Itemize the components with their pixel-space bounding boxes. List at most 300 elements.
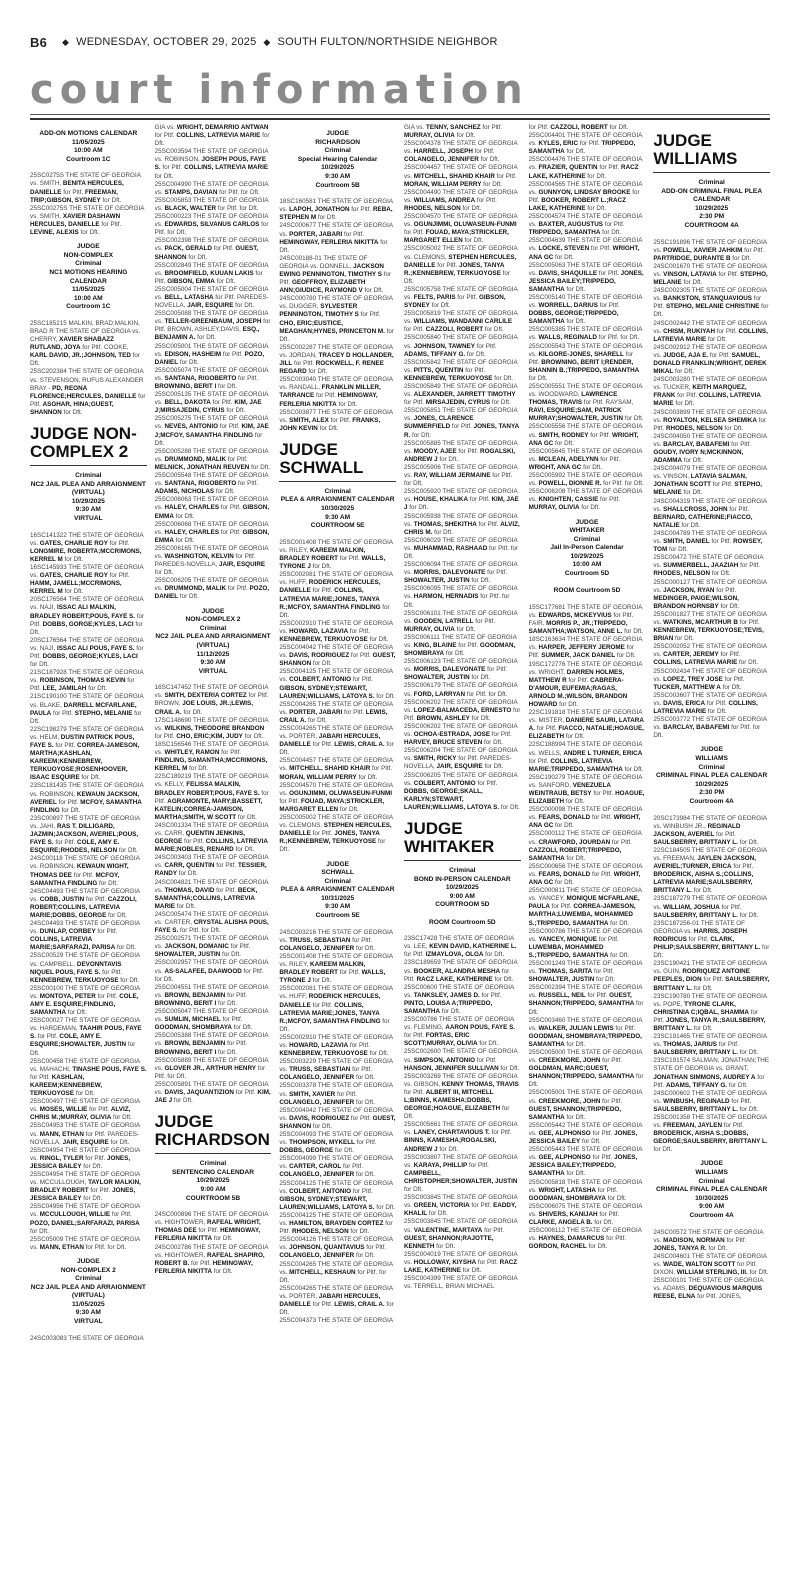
attorney-name: RACZ LAKE, KATHERINE <box>416 975 493 983</box>
attorney-name: GOODMAN, SHOMBRAYA <box>403 642 516 658</box>
attorney-name: GIBSON, EMMA <box>154 504 270 520</box>
attorney-name: KIM, JAE J <box>154 1088 271 1105</box>
attorney-name: HARRIS, JOSEPH RODRICUS <box>653 927 748 943</box>
attorney-name: BAXTER, AUGUSTUS <box>538 221 603 229</box>
attorney-name: STEPHO, MELANIE <box>74 709 133 717</box>
attorney-name: SUMMERBELL, JAAZIAH <box>663 562 739 570</box>
attorney-name: REBA, STEPHEN M <box>279 206 393 222</box>
case-entry: 25SC006075 THE STATE OF GEORGIA vs. SHIVERS, KANIJAH for Pltf. CLARKE, ANGELA B. for Dft. <box>528 1202 643 1226</box>
attorney-name: ASGHAR, HINA;GUEST, SHANNON <box>30 400 114 416</box>
attorney-name: HEMINGWAY, FERLERIA NIKITTA <box>279 392 378 408</box>
attorney-name: MUHAMMAD, RASHAAD <box>413 544 488 552</box>
attorney-name: KYLES, ERIC <box>538 140 578 148</box>
attorney-name: FRANKLIN MILLER, TARRANCE <box>279 384 381 400</box>
attorney-name: BENITA HERCULES, DANIELLE <box>30 180 124 196</box>
attorney-name: COLANGELO, JENNIFER <box>403 156 479 164</box>
case-entry: 25SC005758 THE STATE OF GEORGIA vs. FELTS, PARIS for Pltf. GIBSON, SYDNEY for Dft. <box>403 285 518 310</box>
case-list <box>653 815 770 1155</box>
case-entry: 25SC006202 THE STATE OF GEORGIA vs. OCHOA-ESTRADA, JOSE for Pltf. HARVEY, BRUCE STEVEN for Dft. <box>403 722 518 747</box>
attorney-name: BERNARD, CATHERINE;FIACCO, NATALIE <box>653 513 753 529</box>
attorney-name: JONATHAN SIMMONS, AUDREY A <box>653 1073 756 1081</box>
attorney-name: HAMILTON, BRAYDEN CORTEZ <box>289 1220 384 1228</box>
attorney-name: CHO, ERIC;KIM, JUDY <box>176 732 243 740</box>
calendar-heading: ADD-ON MOTIONS CALENDAR 11/05/2025 10:00 AM Courtroom 1C <box>39 130 138 163</box>
case-entry: 25SC00786 THE STATE OF GEORGIA vs. FLEMING, AARON POUS, FAYE S. for Pltf. FORTAS, ERIC SCOTT;MURRAY, OLIVIA for Dft. <box>403 1016 516 1048</box>
attorney-name: RINGL, TYLER <box>39 1154 84 1162</box>
case-list <box>30 1335 147 1343</box>
attorney-name: DARRELL MCFARLANE, PAULA <box>30 701 137 717</box>
attorney-name: MONTOYA, PETER <box>39 992 96 1000</box>
case-entry: 25SC04956 THE STATE OF GEORGIA vs. MCCULLOUGH, WILLIE for Pltf. POZO, DANIEL;SARFARAZI, PARISA for Dft. <box>30 1203 140 1235</box>
calendar-heading: JUDGE SCHWALL Criminal PLEA & ARRAIGNMENT CALENDAR 10/31/2025 9:30 AM Courtroom 5E <box>280 860 395 920</box>
column-6 <box>653 124 770 1576</box>
case-entry: 25SC004570 THE STATE OF GEORGIA vs. OGUNJIMMI, OLUWASEUN-FUNMI for Pltf. FOUAD, MAYA;STRICKLER, MARGARET ELLEN for Dft. <box>279 781 393 813</box>
case-entry: 25SC006101 THE STATE OF GEORGIA vs. GOODEN, LATRELL for Pltf. MURRAY, OLIVIA for Dft. <box>403 609 518 633</box>
case-list <box>155 124 272 602</box>
attorney-name: CREEKMORE, JOHN <box>538 1057 601 1065</box>
attorney-name: GIBSON, SYDNEY <box>403 293 506 310</box>
attorney-name: CHO, ERIC;EUSTICE, MEAGHAN;HYNES, PRINCETON M. <box>279 319 385 335</box>
attorney-name: SHOWALTER, JUSTIN <box>403 674 470 682</box>
attorney-name: MCFOY, SAMANTHA FINDLING <box>30 871 120 887</box>
case-entry: 25SC002398 THE STATE OF GEORGIA vs. PACK, GERALD for Pltf. GUEST, SHANNON for Dft. <box>154 237 269 261</box>
attorney-name: LOPEZ-BALMACEDA, ERNESTO <box>413 706 512 714</box>
case-entry: 25SC00529 THE STATE OF GEORGIA vs. CAMPBELL, DEVONNTAVIS NIQUEL POUS, FAYE S. for Pltf. KENNEBREW, TERKUOYOSE for Dft. <box>30 952 140 984</box>
attorney-name: BELL, DAKOTA <box>164 399 211 407</box>
calendar-heading: Criminal BOND IN-PERSON CALENDAR 10/29/2025 9:00 AM COURTROOM 5D ROOM Courtroom 5D <box>413 866 511 926</box>
case-entry: 25SC00027 THE STATE OF GEORGIA vs. HARDEMAN, TAAHIR POUS, FAYE S. for Pltf. COLE, AMY E. ESQUIRE;SHOWALTER, JUSTIN for Dft. <box>30 1017 142 1057</box>
case-entry: 25SC004125 THE STATE OF GEORGIA vs. COLBERT, ANTONIO for Pltf. GIBSON, SYDNEY;STEWART, LAUREN;WILLIAMS, LATOYA S. for Dft. <box>279 668 396 700</box>
attorney-name: DOBBS, GORGE;KYLES, LACI <box>42 620 134 628</box>
attorney-name: LOCKE, STEVEN <box>538 245 590 253</box>
case-entry: 25SC006179 THE STATE OF GEORGIA vs. FORD, LARRYAN for Pltf. for Dft. <box>403 682 518 698</box>
attorney-name: MORRIS P., JR.;TRIPPEDO, SAMANTHA;WATSON, ANNE L. <box>528 620 628 636</box>
attorney-name: BANKSTON, STANQUAVIOUS <box>663 295 752 303</box>
judge-heading: JUDGE RICHARDSON <box>155 1113 272 1154</box>
attorney-name: COLLINS, LATREVIA MARIE;SARFARAZI, PARISA <box>30 936 116 952</box>
case-entry: 25SC001249 THE STATE OF GEORGIA vs. THOMAS, SARITA for Pltf. SHOWALTER, JUSTIN for Dft. <box>528 959 643 984</box>
case-entry: 15SC177681 THE STATE OF GEORGIA vs. EDWARDS, MCKEYVIUS for Pltf. FAIR, MORRIS P., JR.;TRIPPEDO, SAMANTHA;WATSON, ANNE L. for Dft. <box>528 603 644 636</box>
masthead-rule <box>30 114 770 115</box>
case-entry: 25SC005288 THE STATE OF GEORGIA vs. DRUMMOND, MALIK for Pltf. MELNICK, JONATHAN REUVEN for Dft. <box>154 447 271 471</box>
attorney-name: JABARI HERCULES, DANIELLE <box>279 1292 381 1308</box>
case-list <box>30 320 147 417</box>
case-entry: 20SC176564 THE STATE OF GEORGIA vs. NAJI, ISSAC ALI MALKIN, BRADLEY ROBERT;POUS, FAYE S. for Pltf. DOBBS, GORGE;KYLES, LACI for Dft. <box>30 596 145 636</box>
case-entry: 25SC005906 THE STATE OF GEORGIA vs. RAY, WILLIAM JERMAINE for Pltf. for Dft. <box>403 463 518 488</box>
case-entry: 25SC00497 THE STATE OF GEORGIA vs. MOSES, WILLIE for Pltf. ALVIZ, CHRIS M.;MURRAY, OLIVIA for Dft. <box>30 1098 140 1122</box>
attorney-name: TRUSS, SEBASTIAN <box>289 936 351 944</box>
case-entry: 23SC187256-01 THE STATE OF GEORGIA vs. HARRIS, JOSEPH RODRICUS for Pltf. CLARK, PHILIP;SAULSBERRY, BRITTANY L. for Dft. <box>653 919 770 960</box>
attorney-name: STAMPS, DAVIAN <box>164 188 218 196</box>
attorney-name: TRIPPEDO, SAMANTHA <box>528 229 601 237</box>
case-entry: 25SC002849 THE STATE OF GEORGIA vs. BROOMFIELD, KUUAN LAKIS for Pltf. GIBSON, EMMA for Dft. <box>154 261 269 285</box>
attorney-name: TAAHIR POUS, FAYE S. <box>30 1025 142 1041</box>
attorney-name: EDWARDS, MCKEYVIUS <box>538 611 612 619</box>
attorney-name: MITCHELL, SHAHID KHAIR <box>289 765 371 773</box>
attorney-name: WHITLEY, RAMON <box>164 749 220 757</box>
attorney-name: JOHNSON, QUANTAVIUS <box>289 1244 365 1252</box>
attorney-name: HOWARD, LAZAVIA <box>289 1041 349 1049</box>
attorney-name: KIM, JAE J;MCFOY, SAMANTHA FINDLING <box>154 423 269 439</box>
calendar-heading: JUDGE WILLIAMS Criminal CRIMINAL FINAL PLEA CALENDAR 10/30/2025 9:00 AM Courtroom 4A <box>656 1160 768 1220</box>
attorney-name: GOUDY, IVORY N;MCKINNON, ADAMMA <box>653 449 744 465</box>
case-entry: 25SC005645 THE STATE OF GEORGIA vs. MCLEAN, ADELYNN for Pltf. WRIGHT, ANA GC for Dft. <box>528 447 643 471</box>
attorney-name: BROOMFIELD, KUUAN LAKIS <box>164 269 254 277</box>
attorney-name: IZMAYLOVA, OLGA <box>425 951 484 959</box>
case-entry: 24SC000602 THE STATE OF GEORGIA vs. WINBUSH, REGINALD for Pltf. SAULSBERRY, BRITTANY L. for Dft. <box>653 1089 767 1113</box>
attorney-name: DOBBS, GEORGE <box>279 1147 334 1155</box>
judge-heading: JUDGE SCHWALL <box>279 441 396 482</box>
attorney-name: RAFEAL SHAPIRO, ROBERT B. <box>154 1251 265 1267</box>
attorney-name: DAVIS, RODRIGUEZ <box>289 652 350 660</box>
diamond-icon: ◆ <box>62 36 70 47</box>
attorney-name: COLLINS, LATREVIA MARIE <box>653 699 758 715</box>
attorney-name: COLANGELO, JENNIFER <box>279 1252 355 1260</box>
attorney-name: COLBERT, ANTONIO <box>413 779 476 787</box>
case-entry: 25SC004457 THE STATE OF GEORGIA vs. MITCHELL, SHAHID KHAIR for Pltf. MORAN, WILLIAM PERRY for Dft. <box>279 757 393 781</box>
attorney-name: DEVONNTAVIS NIQUEL POUS, FAYE S. <box>30 960 122 976</box>
case-entry: 25SC05009 THE STATE OF GEORGIA vs. MANN, ETHAN for Pltf. for Dft. <box>30 1235 140 1251</box>
attorney-name: TENNY, SANCHEZ <box>426 124 481 131</box>
case-entry: 25SC004099 THE STATE OF GEORGIA vs. CARTER, CAROL for Pltf. COLANGELO, JENNIFER for Dft. <box>279 1155 393 1179</box>
attorney-name: PORTER, JABARI <box>289 230 343 238</box>
attorney-name: KAREEM MALKIN, BRADLEY ROBERT <box>279 961 366 977</box>
attorney-name: SHOWALTER, JUSTIN <box>528 976 595 984</box>
attorney-name: JOSEPH POUS, FAYE S. <box>154 156 267 172</box>
case-entry: 25SC000112 THE STATE OF GEORGIA vs. CRAWFORD, JOURDAN for Pltf. CAZZOLI, ROBERT;TRIPPEDO, SAMANTHA for Dft. <box>528 830 642 862</box>
case-entry: 24SC000677 THE STATE OF GEORGIA vs. PORTER, JABARI for Pltf. HEMINGWAY, FERLERIA NIKITTA for Dft. <box>279 222 393 254</box>
case-entry: 24SC003280 THE STATE OF GEORGIA vs. TUCKER, KEITH MARQUEZ, FRANK for Pltf. COLLINS, LATREVIA MARIE for Dft. <box>653 376 767 408</box>
calendar-heading: Criminal NC2 JAIL PLEA AND ARRAIGNMENT (VIRTUAL) 10/29/2025 9:30 AM VIRTUAL <box>30 472 146 522</box>
attorney-name: MONIQUE MCFARLANE, PAULA <box>528 895 640 911</box>
case-entry: 24SC00188-01 THE STATE OF GEORGIA vs. DONNELL, JACKSON EWING PENNINGTON, TIMOTHY S for Pltf. GEOFFROY, ELIZABETH ANN;GIUDICE, RAYMOND V for Dft. <box>279 254 392 295</box>
case-entry: 25SC003378 THE STATE OF GEORGIA vs. SMITH, XAVIER for Pltf. COLANGELO, JENNIFER for Dft. <box>279 1082 393 1106</box>
attorney-name: CAZZOLI, ROBERT <box>550 124 608 131</box>
attorney-name: DAVIS, JAQUANTIZION <box>164 1088 234 1096</box>
case-entry: 25SC006208 THE STATE OF GEORGIA vs. KNIGHTEN, CASSIE for Pltf. MURRAY, OLIVIA for Dft. <box>528 488 643 512</box>
attorney-name: DRUMMOND, MALIK <box>164 585 227 593</box>
attorney-name: ADAMS, TIFFANY G. <box>403 350 466 358</box>
attorney-name: FRANKS, JOHN KEVIN <box>279 416 381 432</box>
case-entry: 24SC001670 THE STATE OF GEORGIA vs. VINSON, LATAVIA for Pltf. STEPHO, MELANIE for Dft. <box>653 262 768 287</box>
attorney-name: POWELL, DIONNE R. <box>538 480 602 488</box>
attorney-name: DARREN HOLMES, MATTHEW R <box>528 668 625 684</box>
case-entry: 25SC00275S THE STATE OF GEORGIA vs. SMITH, XAVIER DASHAWN HERCULES, DANIELLE for Pltf. LEVINE, ALEXIS for Dft. <box>30 204 145 237</box>
case-entry: 25SC004125 THE STATE OF GEORGIA vs. HAMILTON, BRAYDEN CORTEZ for Pltf. RHODES, NELSON for Dft. <box>279 1211 393 1236</box>
case-entry: 24SC004789 THE STATE OF GEORGIA vs. SMITH, DANIEL for Pltf. ROWSEY, TOM for Dft. <box>653 529 767 554</box>
attorney-name: MEDINGER, PAIGE;WILSON, BRANDON HORNSBY <box>653 594 739 610</box>
attorney-name: SMITH, ALEX <box>289 416 329 424</box>
attorney-name: COLLINS, LATREVIA MARIE;NOBLES, RENARD <box>154 838 268 854</box>
case-entry: 25SC004042 THE STATE OF GEORGIA vs. DAVIS, RODRIGUEZ for Pltf. GUEST, SHANNON for Dft. <box>279 644 396 668</box>
attorney-name: COLLINS, LATREVIA MARIE <box>653 392 761 408</box>
case-entry: 24SC002305 THE STATE OF GEORGIA vs. BANKSTON, STANQUAVIOUS for Pltf. STEPHO, MELANIE CHRISTINE for Dft. <box>653 287 769 319</box>
case-entry: 25SC001408 THE STATE OF GEORGIA vs. RILEY, KAREEM MALKIN, BRADLEY ROBERT for Pltf. WALLS, TYRONE J for Dft. <box>279 538 393 571</box>
case-entry: 25SC004265 THE STATE OF GEORGIA vs. PORTER, JABARI for Pltf. LEWIS, CRAIL A. for Dft. <box>279 700 393 724</box>
calendar-heading: JUDGE WHITAKER Criminal Jail In-Person Calendar 10/29/2025 10:00 AM Courtroom 5D ROOM Courtroom 5D <box>550 518 624 595</box>
attorney-name: OCHOA-ESTRADA, JOSE <box>413 731 491 739</box>
attorney-name: RACZ LAKE, KATHERINE <box>403 1258 518 1274</box>
attorney-name: JONES, JESSICA BAILEY;TRIPPEDO, SAMANTHA <box>528 269 644 293</box>
case-entry: 24SC002912 THE STATE OF GEORGIA vs. JUDGE, AJA E. for Pltf. SAMUEL, DONALD FRANKLIN;WRIGHT, DEREK MIKAL for Dft. <box>653 343 767 376</box>
case-entry: 25SC005135 THE STATE OF GEORGIA vs. BELL, DAKOTA for Pltf. KIM, JAE J;MIRSAJEDIN, CYRUS for Dft. <box>154 391 269 415</box>
case-entry: 25SC005992 THE STATE OF GEORGIA vs. POWELL, DIONNE R. for Pltf. for Dft. <box>528 472 644 488</box>
case-entry: 24SC000780 THE STATE OF GEORGIA vs. DUGGER, SYLVESTER PENNINGTON, TIMOTHY S for Pltf. CHO, ERIC;EUSTICE, MEAGHAN;HYNES, PRINCETON M. for Dft. <box>279 295 394 343</box>
case-entry: 24SC003403 THE STATE OF GEORGIA vs. CARR, QUENTIN for Pltf. TESSIER, RANDY for Dft. <box>154 854 269 878</box>
case-entry: 25SC005842 THE STATE OF GEORGIA vs. PITTS, QUENTIN for Pltf. KENNEBREW, TERKUOYOSE for Dft. <box>403 358 518 382</box>
attorney-name: SMITH, DEXTERIA CORTEZ <box>164 692 247 700</box>
case-list <box>529 604 646 1252</box>
attorney-name: COBB, JUSTIN <box>39 895 85 903</box>
attorney-name: RHODES, NELSON <box>403 204 461 212</box>
attorney-name: FINDLING, SAMANTHA;MCCRIMONS, KERREL M <box>154 757 268 773</box>
attorney-name: KENNEBREW, TERKUOYOSE <box>279 635 368 643</box>
attorney-name: SHOWALTER, JUSTIN <box>403 577 470 585</box>
attorney-name: WRIGHT, ANA GC <box>528 870 641 887</box>
attorney-name: COLLINS, LATREVIA MARIE <box>184 164 269 172</box>
attorney-name: FEARS, DONALD <box>538 814 591 822</box>
attorney-name: GUEST, SHANNON <box>279 1114 396 1130</box>
case-entry: 25SC00100 THE STATE OF GEORGIA vs. MONTOYA, PETER for Pltf. COLE, AMY E. ESQUIRE;FINDLING, SAMANTHA for Dft. <box>30 984 140 1017</box>
attorney-name: JONES, TANYA R.;SAULSBERRY, BRITTANY L. <box>653 1016 766 1032</box>
attorney-name: DEQUAVIOUS MARQUIS REESE, ELNA <box>653 1285 763 1301</box>
case-entry: 25SC004401 THE STATE OF GEORGIA vs. KYLES, ERIC for Pltf. TRIPPEDO, SAMANTHA for Dft. <box>528 132 643 156</box>
attorney-name: RAS T. DILLIGARD, JAZMIN;JACKSON, AVERIEL;POUS, FAYE S. <box>30 822 139 847</box>
case-entry: for Pltf. CAZZOLI, ROBERT for Dft. <box>528 124 629 131</box>
attorney-name: SYLVESTER PENNINGTON, TIMOTHY S <box>279 303 359 319</box>
case-entry: 25SC006095 THE STATE OF GEORGIA vs. HARMON, HERNADIS for Pltf. for Dft. <box>403 585 518 609</box>
case-entry: 25SC202384 THE STATE OF GEORGIA vs. STEVENSON, RUFUS ALEXANDER BRAY - PD, REONA FLORENCE;HERCULES, DANIELLE for Pltf. ASGHAR, HINA;GUEST, SHANNON for Dft. <box>30 368 146 416</box>
case-entry: 25SC003040 THE STATE OF GEORGIA vs. RANDALL, FRANKLIN MILLER, TARRANCE for Pltf. HEMINGWAY, FERLERIA NIKITTA for Dft. <box>279 376 393 408</box>
attorney-name: HARPER, JEFFERY JEROME <box>538 644 625 652</box>
attorney-name: TRUSS, SEBASTIAN <box>289 1066 351 1074</box>
attorney-name: CAZZOLI, ROBERT <box>425 326 484 334</box>
case-entry: 25SC003877 THE STATE OF GEORGIA vs. SMITH, ALEX for Pltf. FRANKS, JOHN KEVIN for Dft. <box>279 408 393 432</box>
case-entry: 25SC005551 THE STATE OF GEORGIA vs. WOODWARD, LAWRENCE THOMAS, TRAVIS for Pltf. RAYSAM, RAVI, ESQUIRE;SAM, PATRICK MURRAY;SHOWALTER, JUSTIN for Dft. <box>528 383 644 423</box>
case-entry: 21SC190100 THE STATE OF GEORGIA vs. BLAKE, DARRELL MCFARLANE, PAULA for Pltf. STEPHO, MELANIE for Dft. <box>30 693 144 725</box>
case-entry: 24SC002786 THE STATE OF GEORGIA vs. HIGHTOWER, RAFEAL SHAPIRO, ROBERT B. for Pltf. HEMINGWAY, FERLERIA NIKITTA for Dft. <box>154 1243 269 1275</box>
attorney-name: GORDON, RACHEL <box>528 1243 587 1251</box>
attorney-name: WILLIAM, JOSHUA <box>663 903 720 911</box>
attorney-name: KEWAUN WIGHT, THOMAS DEE <box>30 863 129 879</box>
case-entry: 18SC156546 THE STATE OF GEORGIA vs. WHITLEY, RAMON for Pltf. FINDLING, SAMANTHA;MCCRIMONS, KERREL M for Dft. <box>154 740 269 773</box>
calendar-heading: JUDGE WILLIAMS Criminal CRIMINAL FINAL PLEA CALENDAR 10/29/2025 2:30 PM Courtroom 4A <box>656 746 768 805</box>
attorney-name: STEPHO, MELANIE CHRISTINE <box>665 303 760 311</box>
attorney-name: LONGMIRE, ROBERTA;MCCRIMONS, KERREL M <box>30 547 142 563</box>
attorney-name: SAULSBERRY, BRITTANY L. <box>653 1049 738 1057</box>
case-entry: 25SC005001 THE STATE OF GEORGIA vs. EDISON, HASHEIM for Pltf. POZO, DANIEL for Dft. <box>154 342 269 366</box>
case-entry: 25SC001827 THE STATE OF GEORGIA vs. WATKINS, MCARTHUR B for Pltf. KENNEBREW, TERKUOYOSE;TEVIS, BRIAN for Dft. <box>653 610 767 643</box>
attorney-name: STEPHO, MELANIE <box>653 481 763 497</box>
case-entry: 25SC005938 THE STATE OF GEORGIA vs. THOMAS, SHEKITHA for Pltf. ALVIZ, CHRIS M. for Dft. <box>403 512 520 536</box>
case-entry: 25SC005388 THE STATE OF GEORGIA vs. BROWN, BENJAMIN for Pltf. BROWNING, BERIT I for Dft. <box>154 1032 269 1056</box>
case-entry: 25SC004639 THE STATE OF GEORGIA vs. LOCKE, STEVEN for Pltf. WRIGHT, ANA GC for Dft. <box>528 237 643 261</box>
case-entry: 25SC005851 THE STATE OF GEORGIA vs. JONES, CLARENCE SUMMERFIELD for Pltf. JONES, TANYA R. for Dft. <box>403 407 519 439</box>
attorney-name: CORREA-JAMESON, MARTHA;LUWEMBA, MOHAMMED S.;TRIPPEDO, SAMANTHA <box>528 903 636 927</box>
attorney-name: MANN, ETHAN <box>39 1243 84 1251</box>
case-entry: 25SC005840 THE STATE OF GEORGIA vs. JOHNSON, TAWNEY for Pltf. ADAMS, TIFFANY G. for Dft. <box>403 334 518 358</box>
attorney-name: FORTAS, ERIC SCOTT;MURRAY, OLIVIA <box>403 1032 478 1048</box>
attorney-name: STEPHO, MELANIE <box>653 270 768 287</box>
attorney-name: JONES, JESSICA BAILEY <box>30 1154 131 1170</box>
attorney-name: RHODES, NELSON <box>665 424 723 432</box>
attorney-name: JONES, TANYA R. <box>403 423 519 439</box>
case-entry: 25SC00101 THE STATE OF GEORGIA vs. ADAMS, DEQUAVIOUS MARQUIS REESE, ELNA for Pltf. JONES, <box>653 1277 764 1301</box>
attorney-name: HEMINGWAY, FERLERIA NIKITTA <box>154 1227 261 1243</box>
attorney-name: MORAN, WILLIAM PERRY <box>403 180 482 188</box>
case-entry: 25SC002571 THE STATE OF GEORGIA vs. JACKSON, DOMANIC for Pltf. SHOWALTER, JUSTIN for Dft. <box>154 935 269 959</box>
attorney-name: KEITH MARQUEZ, FRANK <box>653 384 747 400</box>
attorney-name: COLLINS, LATREVIA MARIE <box>176 132 261 140</box>
case-entry: 25SC006094 THE STATE OF GEORGIA vs. MORRIS, DALEVONATE for Pltf. SHOWALTER, JUSTIN for Dft. <box>403 561 518 585</box>
case-entry: 25SC006063 THE STATE OF GEORGIA vs. HALEY, CHARLES for Pltf. GIBSON, EMMA for Dft. <box>154 496 270 520</box>
attorney-name: HOWARD, LAZAVIA <box>289 627 349 635</box>
attorney-name: LAPOH, JONATHON <box>289 206 350 214</box>
case-entry: 25SC004570 THE STATE OF GEORGIA vs. OGUNJIMMI, OLUWASEUN-FUNMI for Pltf. FOUAD, MAYA;STRICKLER, MARGARET ELLEN for Dft. <box>403 213 518 245</box>
attorney-name: FELTS, PARIS <box>413 293 456 301</box>
case-list <box>653 1229 770 1302</box>
attorney-name: MCFOY, SAMANTHA FINDLING <box>30 798 142 814</box>
attorney-name: HALEY, CHARLES <box>164 504 220 512</box>
attorney-name: MOODY, AJEE <box>413 447 457 455</box>
attorney-name: TUCKER, MATTHEW A <box>653 683 721 691</box>
attorney-name: CARR, QUENTIN <box>164 862 215 870</box>
case-entry: 25SC006111 THE STATE OF GEORGIA vs. KING, BLAINE for Pltf. GOODMAN, SHOMBRAYA for Dft. <box>403 633 517 658</box>
attorney-name: THOMPSON, MYKELL <box>289 1139 355 1147</box>
attorney-name: SUMMER, JACK DANIEL <box>541 652 616 660</box>
attorney-name: FREEMAN, TRIP;GIBSON, SYDNEY <box>30 188 118 204</box>
case-entry: 25SC006202 THE STATE OF GEORGIA vs. LOPEZ-BALMACEDA, ERNESTO for Pltf. BROWN, ASHLEY for Dft. <box>403 698 521 722</box>
attorney-name: MORRIS, DALEVONATE <box>413 666 486 674</box>
attorney-name: POZO, DANIEL <box>154 350 265 366</box>
calendar-heading: JUDGE NON-COMPLEX 2 Criminal NC2 JAIL PLEA AND ARRAIGNMENT (VIRTUAL) 11/05/2025 9:30 AM VIRTUAL <box>30 1257 146 1326</box>
attorney-name: HANSON, JENNIFER SULLIVAN <box>403 1064 499 1072</box>
attorney-name: SAULSBERRY, BRITTANY L. <box>653 911 738 919</box>
attorney-name: DRUMMOND, MALIK <box>164 455 227 463</box>
case-entry: 25SC005543 THE STATE OF GEORGIA vs. KILGORE-JONES, SHARELL for Pltf. BROWNING, BERIT I;RENDER, SHANNIN B.;TRIPPEDO, SAMANTHA for Dft. <box>528 342 643 382</box>
attorney-name: ADAMS, NICHOLAS <box>154 488 215 496</box>
attorney-name: BOOKER, ALANDRA MESHA <box>413 967 501 975</box>
case-entry: 25SC004490 THE STATE OF GEORGIA vs. WILLIAMS, ANDREA for Pltf. RHODES, NELSON for Dft. <box>403 188 518 212</box>
case-entry: 22SC198279 THE STATE OF GEORGIA vs. HELM, DUSTIN PATRICK POUS, FAYE S. for Pltf. CORREA-JAMESON, MARTHA;KASHLAN, KAREEM;KENNEBREW, TERKUOYOSE;ROSENHOOVER, ISAAC ESQUIRE for Dft. <box>30 725 144 782</box>
attorney-name: RUSSELL, NEIL <box>538 992 586 1000</box>
attorney-name: THOMAS, SHEKITHA <box>413 520 477 528</box>
case-entry: 25SC005140 THE STATE OF GEORGIA vs. WORRELL, DARIUS for Pltf. DOBBS, GEORGE;TRIPPEDO, SAMANTHA for Dft. <box>528 293 643 326</box>
attorney-name: RAY, WILLIAM JERMAINE <box>413 472 491 480</box>
attorney-name: SMITH, RICKY <box>413 755 457 763</box>
attorney-name: SANTANA, RIGOBERTO <box>164 374 237 382</box>
attorney-name: CARTER, JEREMY <box>663 651 719 659</box>
case-entry: 25SC003269 THE STATE OF GEORGIA vs. GIBSON, KENNY THOMAS, TRAVIS for Pltf. ALBERT III, MITCHELL L;BINNS, KAMESHA;DOBBS, GEORGE;HOAGUE, ELIZABETH for Dft. <box>403 1072 519 1121</box>
case-entry: 25SC006205 THE STATE OF GEORGIA vs. COLBERT, ANTONIO for Pltf. DOBBS, GEORGE;SKALL, KARLYN;STEWART, LAUREN;WILLIAMS, LATOYA S. for Dft. <box>403 771 520 811</box>
case-entry: 24SC04493 THE STATE OF GEORGIA vs. DUNLAP, CORBEY for Pltf. COLLINS, LATREVIA MARIE;SARFARAZI, PARISA for Dft. <box>30 920 140 952</box>
case-entry: 25SC006204 THE STATE OF GEORGIA vs. SMITH, RICKY for Pltf. PAREDES-NOVELLA, JAIR, ESQUIRE for Dft. <box>403 747 518 771</box>
case-entry: 25SC005443 THE STATE OF GEORGIA vs. GEE, ALPHONSO for Pltf. JONES, JESSICA BAILEY;TRIPPEDO, SAMANTHA for Dft. <box>528 1146 643 1178</box>
case-list <box>404 935 521 1291</box>
attorney-name: AS-SALAFEE, DAAWOOD <box>164 967 242 975</box>
case-entry: 25SC004476 THE STATE OF GEORGIA vs. FRAZIER, QUENTIN for Pltf. RACZ LAKE, KATHERINE for Dft. <box>528 156 643 180</box>
attorney-name: DAVIS, ERICA <box>663 699 705 707</box>
case-entry: 25SC00600 THE STATE OF GEORGIA vs. TANKSLEY, JAMES D. for Pltf. PINTO, LOUISA A;TRIPPEDO, SAMANTHA for Dft. <box>403 983 514 1015</box>
attorney-name: POWELL, XAVIER JAHKIM <box>663 246 743 254</box>
case-entry: 25SC005819 THE STATE OF GEORGIA vs. WILLIAMS, WANDANNI CARLILE for Pltf. CAZZOLI, ROBERT for Dft. <box>403 310 518 334</box>
case-entry: 25SC005889 THE STATE OF GEORGIA vs. GLOVER JR., ARTHUR HENRY for Pltf. for Dft. <box>154 1056 269 1080</box>
attorney-name: GUNNYON, LINDSAY BROOKE <box>538 188 631 196</box>
attorney-name: DAVIS, SHAQUILLE <box>538 269 598 277</box>
attorney-name: WALKER, JULIAN LEWIS <box>538 1024 614 1032</box>
case-entry: 25SC002081 THE STATE OF GEORGIA vs. HUFF, RODERICK HERCULES, DANIELLE for Pltf. COLLINS, LATREVIA MARIE;JONES, TANYA R.;MCFOY, SAMANTHA FINDLING for Dft. <box>279 571 393 619</box>
case-entry: 25SC003594 THE STATE OF GEORGIA vs. ROBINSON, JOSEPH POUS, FAYE S. for Pltf. COLLINS, LATREVIA MARIE for Dft. <box>154 148 269 180</box>
attorney-name: SHOWALTER, JUSTIN <box>154 951 221 959</box>
case-entry: 25SC002394 THE STATE OF GEORGIA vs. RUSSELL, NEIL for Pltf. GUEST, SHANNON;TRIPPEDO, SAMANTHA for Dft. <box>528 984 644 1016</box>
attorney-name: YANCEY, MONIQUE <box>538 935 598 943</box>
attorney-name: JONES, TANYA R.;KENNEBREW, TERKUOYOSE <box>403 261 505 277</box>
attorney-name: XAVIER DASHAWN HERCULES, DANIELLE <box>30 212 121 228</box>
attorney-name: PORTER, JABARI <box>289 708 343 716</box>
case-entry: 25SC006165 THE STATE OF GEORGIA vs. WASHINGTON, KELVIN for Pltf. PAREDES-NOVELLA, JAIR, ESQUIRE for Dft. <box>154 544 269 577</box>
attorney-name: KENNEBREW, TERKUOYOSE <box>30 976 119 984</box>
attorney-name: BELL, LATASHA <box>164 293 214 301</box>
case-entry: 24SC004601 THE STATE OF GEORGIA vs. WADE, WALTON SCOTT for Pltf. DIXON, WILLIAM STERLING, III. for Dft. <box>653 1252 769 1277</box>
case-entry: 25SC004019 THE STATE OF GEORGIA vs. HOLLOWAY, KIYSHA for Pltf. RACZ LAKE, KATHERINE for Dft. <box>403 1250 518 1274</box>
case-entry: 25SC001358 THE STATE OF GEORGIA vs. FREEMAN, JAYLEN for Pltf. BRODERICK, AISHA S.;DOBBS, GEORGE;SAULSBERRY, BRITTANY L. for Dft. <box>653 1114 768 1154</box>
attorney-name: ROGALSKI, ANDREW J <box>403 447 516 463</box>
attorney-name: GOODMAN, SHOMBRAYA <box>154 1024 232 1032</box>
case-entry: 25SC003845 THE STATE OF GEORGIA vs. GREEN, VICTORIA for Pltf. EADDY, KHALIL for Dft. <box>403 1194 518 1218</box>
case-entry: 20SC176564 THE STATE OF GEORGIA vs. NAJI, ISSAC ALI POUS, FAYE S. for Pltf. DOBBS, GEORGE;KYLES, LACI for Dft. <box>30 636 144 669</box>
case-entry: 25SC005002 THE STATE OF GEORGIA vs. CLEMONS, STEPHEN HERCULES, DANIELLE for Pltf. JONES, TANYA R.;KENNEBREW, TERKUOYOSE for Dft. <box>403 245 518 285</box>
attorney-name: HEMINGWAY, FERLERIA NIKITTA <box>154 1259 253 1275</box>
attorney-name: KILGORE-JONES, SHARELL <box>538 350 624 358</box>
case-entry: 25SC004551 THE STATE OF GEORGIA vs. BROWN, BENJAMIN for Pltf. BROWNING, BERIT I for Dft. <box>154 983 269 1007</box>
attorney-name: COLANGELO, JENNIFER <box>279 1171 355 1179</box>
attorney-name: DUSTIN PATRICK POUS, FAYE S. <box>30 733 135 749</box>
attorney-name: HAYNES, DAMARCUS <box>538 1235 605 1243</box>
attorney-name: GIBSON, EMMA <box>167 277 215 285</box>
attorney-name: CREEKMORE, JOHN <box>538 1097 601 1105</box>
attorney-name: EDWARDS, SILVANUS CARLOS <box>164 221 260 229</box>
attorney-name: GOODEN, LATRELL <box>413 617 474 625</box>
attorney-name: KEWAUN JACKSON, AVERIEL <box>30 790 140 806</box>
attorney-name: POZO, DANIEL <box>154 585 270 601</box>
case-entry: 25SC00472 THE STATE OF GEORGIA vs. SUMMERBELL, JAAZIAH for Pltf. RHODES, NELSON for Dft. <box>653 554 764 578</box>
case-entry: 25SC005000 THE STATE OF GEORGIA vs. CREEKMORE, JOHN for Pltf. GOLDMAN, MARC;GUEST, SHANNON;TRIPPEDO, SAMANTHA for Dft. <box>528 1049 644 1089</box>
attorney-name: GIBSON, EMMA <box>154 528 270 544</box>
case-entry: 25SC005088 THE STATE OF GEORGIA vs. TELLER-GREENBAUM, JOSEPH for Pltf. BROWN, ASHLEY;DAVIS, ESQ., BENJAMIN A. for Dft. <box>154 310 271 342</box>
attorney-name: KARL DAVID, JR.;JOHNSON, TED <box>30 352 131 360</box>
case-entry: 25SC005001 THE STATE OF GEORGIA vs. CREEKMORE, JOHN for Pltf. GUEST, SHANNON;TRIPPEDO, SAMANTHA for Dft. <box>528 1089 643 1121</box>
attorney-name: SHALLCROSS, JOHN <box>663 505 728 513</box>
calendar-heading: JUDGE NON-COMPLEX 2 Criminal NC2 JAIL PLEA AND ARRAIGNMENT (VIRTUAL) 11/12/2025 9:30 AM VIRTUAL <box>155 607 271 675</box>
attorney-name: MORRIS, DALEVONATE <box>413 569 486 577</box>
attorney-name: HEMINGWAY, FERLERIA NIKITTA <box>279 238 379 246</box>
attorney-name: BROWNING, BERIT I <box>154 999 217 1007</box>
case-entry: 25SC005853 THE STATE OF GEORGIA vs. BLACK, WALTER for Pltf. for Dft. <box>154 196 269 212</box>
attorney-name: KEVIN DAVID, KATHERINE L. <box>429 943 517 951</box>
attorney-name: WALLS, TYRONE J <box>279 555 386 571</box>
attorney-name: STEPHEN HERCULES, DANIELLE <box>279 822 392 838</box>
case-entry: 25SC002600 THE STATE OF GEORGIA vs. SIMPSON, ANTONIO for Pltf. HANSON, JENNIFER SULLIVAN for Dft. <box>403 1048 520 1072</box>
case-entry: 22SC189219 THE STATE OF GEORGIA vs. KELLY, FELISSA MALKIN, BRADLEY ROBERT;POUS, FAYE S. for Pltf. AGRAMONTE, MARY;BASSETT, KATELIN;CORREA-JAMISON, MARTHA;SMITH, W SCOTT for Dft. <box>154 773 269 821</box>
attorney-name: BOOKER, ROBERT L.;RACZ LAKE, KATHERINE <box>528 196 626 212</box>
attorney-name: PINTO, LOUISA A;TRIPPEDO, SAMANTHA <box>403 999 493 1015</box>
case-entry: 25SC191896 THE STATE OF GEORGIA vs. POWELL, XAVIER JAHKIM for Pltf. PARTRIDGE, DURANTE B for Dft. <box>653 238 767 262</box>
attorney-name: JACKSON EWING PENNINGTON, TIMOTHY S <box>279 262 384 278</box>
attorney-name: TRIPPEDO, SAMANTHA <box>528 140 636 156</box>
attorney-name: BROWNING, BERIT I <box>154 383 217 390</box>
column-2 <box>155 124 272 1576</box>
case-entry: 25SC004373 THE STATE OF GEORGIA <box>279 1317 394 1325</box>
